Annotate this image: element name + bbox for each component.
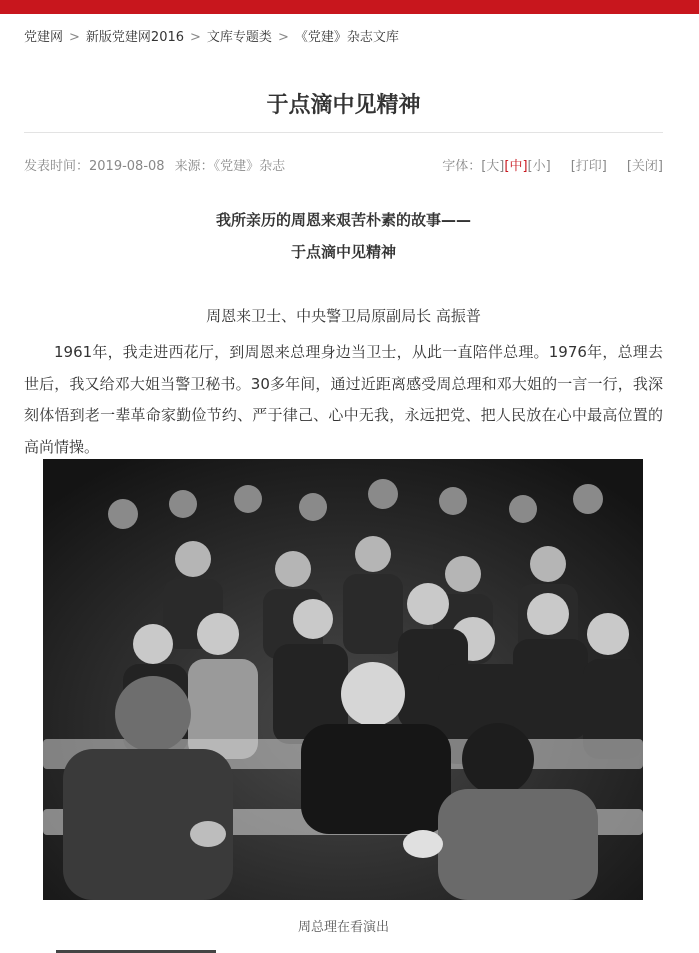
breadcrumb [24,26,399,45]
breadcrumb-item-new-site[interactable]: 新版党建网2016 [85,30,185,45]
article-subtitle-2: 于点滴中见精神 [290,243,396,261]
breadcrumb-separator: > [190,30,201,45]
breadcrumb-separator: > [277,30,289,45]
print-button[interactable]: [打印] [570,159,607,174]
article-meta [24,155,295,174]
photo-illustration [43,459,643,900]
title-divider [24,132,663,133]
publish-date: 2019-08-08 [89,159,165,174]
article-photo [43,459,643,900]
page-title: 于点滴中见精神 [266,93,421,118]
article-author: 周恩来卫士、中央警卫局原副局长 高振普 [206,307,481,325]
font-size-label: 字体： [442,159,482,174]
source-label: 来源：《党建》杂志 [174,159,286,174]
article-paragraph: 1961年，我走进西花厅，到周恩来总理身边当卫士，从此一直陪伴总理。1976年，总理去世后，我又给邓大姐当警卫秘书。30多年间，通过近距离感受周总理和邓大姐的一言一行，我深刻体悟到老一辈革命家勤俭节约、严于律己、心中无我，永远把党、把人民放在心中最高位置的高尚情操。 [24,343,663,456]
publish-label: 发表时间：2019-08-08 [24,159,165,174]
breadcrumb-item-home[interactable]: 党建网 [24,30,64,45]
source-name: 《党建》杂志 [213,159,286,174]
article-subtitle: 我所亲历的周恩来艰苦朴素的故事—— [215,211,471,229]
close-button[interactable]: [关闭] [626,159,663,174]
breadcrumb-item-magazine-library[interactable]: 《党建》杂志文库 [294,30,399,45]
breadcrumb-separator: > [69,30,80,45]
font-medium-button[interactable]: [中] [504,159,528,174]
top-red-bar [0,0,699,14]
photo-caption: 周总理在看演出 [297,920,389,935]
next-paragraph-partial [56,944,256,953]
article-tools [442,155,663,174]
breadcrumb-item-library-topics[interactable]: 文库专题类 [206,30,272,45]
font-large-button[interactable]: [大] [481,159,505,174]
font-small-button[interactable]: [小] [527,159,551,174]
